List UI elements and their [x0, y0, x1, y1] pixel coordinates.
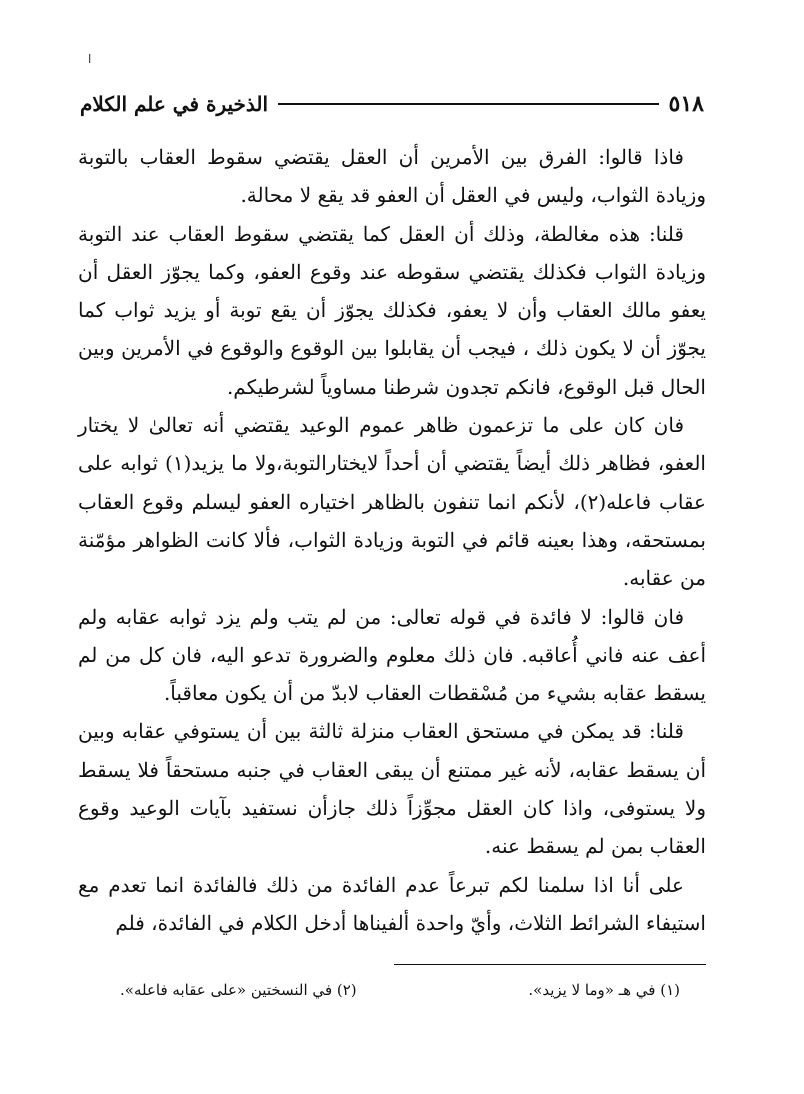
footnotes [120, 978, 680, 1002]
paragraph: على أنا اذا سلمنا لكم تبرعاً عدم الفائدة من ذلك فالفائدة انما تعدم مع استيفاء الشرائط الثلاث، وأيّ واحدة ألفيناها أدخل الكلام في الفائدة، فلم [78, 872, 706, 935]
paragraph: قلنا: قد يمكن في مستحق العقاب منزلة ثالثة بين أن يستوفي عقابه وبين أن يسقط عقابه، لأنه غير ممتنع أن يبقى العقاب في جنبه مستحقاً فلا يسقط ولا يستوفى، واذا كان العقل مجوِّزاً ذلك جازأن نستفيد بآيات الوعيد وقوع العقاب بمن لم يسقط عنه. [78, 719, 706, 859]
footnote-1: (١) في هـ «وما لا يزيد». [528, 981, 680, 999]
footnote-rule [394, 964, 706, 965]
running-title: الذخيرة في علم الكلام [80, 92, 269, 116]
page-header [80, 84, 704, 124]
paragraph: فاذا قالوا: الفرق بين الأمرين أن العقل يقتضي سقوط العقاب بالتوبة وزيادة الثواب، وليس في العقل أن العفو قد يقع لا محالة. [78, 145, 706, 208]
body-text [78, 138, 706, 942]
paragraph: قلنا: هذه مغالطة، وذلك أن العقل كما يقتضي سقوط العقاب عند التوبة وزيادة الثواب فكذلك يقتضي سقوطه عند وقوع العفو، وكما يجوّز العقل أن يعفو مالك العقاب وأن لا يعفو، فكذلك يجوّز أن يقع توبة أو يزيد ثواب كما يجوّز أن لا يكون ذلك ، فيجب أن يقابلوا بين الوقوع والوقوع في الأمرين وبين الحال قبل الوقوع، فانكم تجدون شرطنا مساوياً لشرطيكم. [78, 221, 706, 399]
header-rule [278, 103, 658, 105]
corner-mark: ا [88, 52, 92, 66]
footnote-2: (٢) في النسختين «على عقابه فاعله». [120, 981, 357, 999]
page-number: ٥١٨ [668, 91, 704, 117]
paragraph: فان قالوا: لا فائدة في قوله تعالى: من لم يتب ولم يزد ثوابه عقابه ولم أعف عنه فاني أُعاقبه. فان ذلك معلوم والضرورة تدعو اليه، فان كل من لم يسقط عقابه بشيء من مُسْقطات العقاب لابدّ من أن يكون معاقباً. [78, 604, 706, 706]
paragraph: فان كان على ما تزعمون ظاهر عموم الوعيد يقتضي أنه تعالىٰ لا يختار العفو، فظاهر ذلك أيضاً يقتضي أن أحداً لايختارالتوبة،ولا ما يزيد(١) ثوابه على عقاب فاعله(٢)، لأنكم انما تنفون بالظاهر اختياره العفو ليسلم وقوع العقاب بمستحقه، وهذا بعينه قائم في التوبة وزيادة الثواب، فألا كانت الظواهر مؤمّنة من عقابه. [78, 413, 706, 591]
